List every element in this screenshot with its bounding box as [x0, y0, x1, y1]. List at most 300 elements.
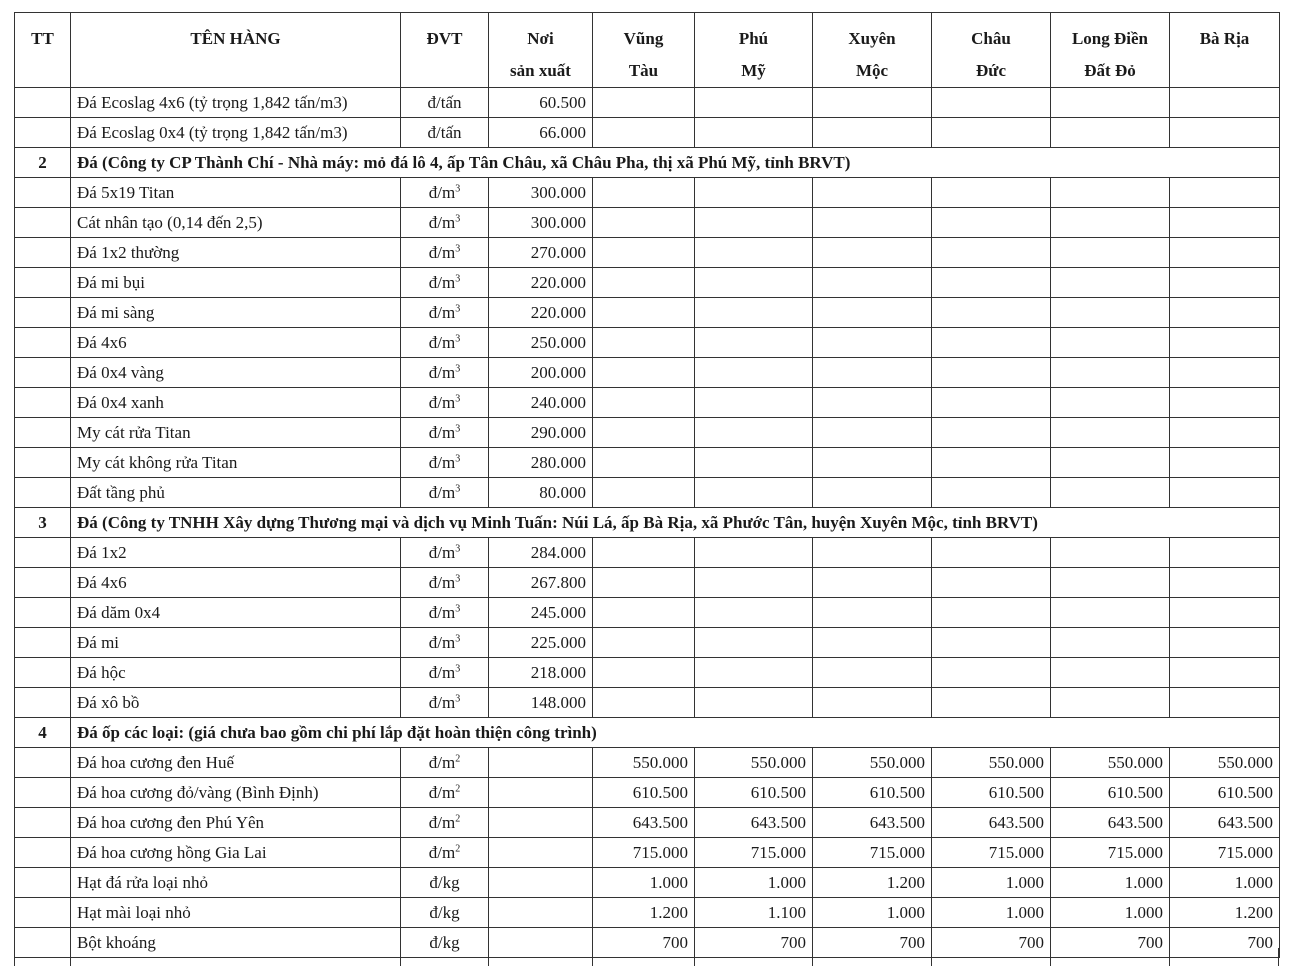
- unit-text: đ/m: [428, 182, 456, 202]
- continuation-line: [694, 948, 695, 966]
- region-price-cell: [813, 418, 932, 448]
- row-number-cell: [15, 748, 71, 778]
- row-number-cell: [15, 328, 71, 358]
- item-name-cell: Đá 1x2 thường: [71, 238, 401, 268]
- table-row: [15, 238, 1280, 268]
- unit-cell: [401, 598, 489, 628]
- region-price-cell: 550.000: [593, 748, 695, 778]
- table-row: [15, 118, 1280, 148]
- region-price-cell: [1170, 688, 1280, 718]
- region-price-cell: [1170, 88, 1280, 118]
- region-price-cell: [1170, 478, 1280, 508]
- row-number-cell: [15, 688, 71, 718]
- header-region-vung-tau: [593, 13, 695, 88]
- unit-text: đ/m: [428, 362, 456, 382]
- origin-price-cell: 267.800: [489, 568, 593, 598]
- region-price-cell: [1051, 88, 1170, 118]
- region-price-cell: [1051, 118, 1170, 148]
- unit-text: đ/m: [428, 692, 456, 712]
- header-region-xuyen-moc: [813, 13, 932, 88]
- unit-exponent: 3: [455, 362, 461, 374]
- item-name-cell: My cát không rửa Titan: [71, 448, 401, 478]
- region-price-cell: [932, 388, 1051, 418]
- region-price-cell: [1051, 418, 1170, 448]
- region-price-cell: [813, 568, 932, 598]
- unit-text: đ/m: [428, 482, 456, 502]
- table-row: [15, 868, 1280, 898]
- item-name-cell: Đá xô bồ: [71, 688, 401, 718]
- region-price-cell: 1.000: [1051, 898, 1170, 928]
- region-price-cell: 643.500: [1051, 808, 1170, 838]
- region-price-cell: [695, 388, 813, 418]
- origin-price-cell: [489, 898, 593, 928]
- region-price-cell: 610.500: [695, 778, 813, 808]
- region-price-cell: 715.000: [1051, 838, 1170, 868]
- unit-exponent: 2: [455, 752, 461, 764]
- continuation-line: [1278, 948, 1279, 966]
- unit-exponent: 3: [455, 572, 461, 584]
- item-name-cell: Đá 4x6: [71, 568, 401, 598]
- region-price-cell: [813, 448, 932, 478]
- region-price-cell: [695, 208, 813, 238]
- region-price-cell: 643.500: [593, 808, 695, 838]
- region-price-cell: [593, 268, 695, 298]
- region-price-cell: 715.000: [813, 838, 932, 868]
- unit-text: đ/m: [428, 812, 456, 832]
- row-number-cell: [15, 568, 71, 598]
- row-number-cell: [15, 778, 71, 808]
- region-price-cell: [1051, 538, 1170, 568]
- table-row: [15, 658, 1280, 688]
- unit-exponent: 3: [455, 272, 461, 284]
- header-name: TÊN HÀNG: [71, 13, 401, 88]
- item-name-cell: Bột khoáng: [71, 928, 401, 958]
- unit-exponent: 3: [455, 692, 461, 704]
- row-number-cell: [15, 598, 71, 628]
- region-price-cell: [1170, 568, 1280, 598]
- item-name-cell: Đá 4x6: [71, 328, 401, 358]
- row-number-cell: [15, 268, 71, 298]
- region-price-cell: [932, 478, 1051, 508]
- row-number-cell: [15, 868, 71, 898]
- unit-text: đ/m: [428, 782, 456, 802]
- region-price-cell: [1051, 598, 1170, 628]
- origin-price-cell: 80.000: [489, 478, 593, 508]
- table-group-row: [15, 148, 1280, 178]
- origin-price-cell: [489, 808, 593, 838]
- region-price-cell: 610.500: [932, 778, 1051, 808]
- item-name-cell: Cát nhân tạo (0,14 đến 2,5): [71, 208, 401, 238]
- region-price-cell: [1170, 448, 1280, 478]
- unit-cell: [401, 568, 489, 598]
- region-price-cell: [932, 238, 1051, 268]
- region-price-cell: [1051, 388, 1170, 418]
- item-name-cell: Đá hộc: [71, 658, 401, 688]
- table-row: [15, 538, 1280, 568]
- region-price-cell: 550.000: [1170, 748, 1280, 778]
- unit-cell: [401, 358, 489, 388]
- header-origin-line1: Nơi: [527, 29, 554, 48]
- unit-exponent: 3: [455, 212, 461, 224]
- region-price-cell: [1170, 328, 1280, 358]
- unit-text: đ/m: [428, 662, 456, 682]
- region-price-cell: [593, 178, 695, 208]
- unit-text: đ/kg: [429, 902, 460, 922]
- unit-cell: [401, 868, 489, 898]
- header-region-line1: Phú: [738, 29, 769, 48]
- unit-text: đ/m: [428, 572, 456, 592]
- unit-exponent: 3: [455, 422, 461, 434]
- origin-price-cell: 284.000: [489, 538, 593, 568]
- region-price-cell: 643.500: [932, 808, 1051, 838]
- unit-cell: [401, 328, 489, 358]
- region-price-cell: [813, 118, 932, 148]
- region-price-cell: 1.200: [813, 868, 932, 898]
- region-price-cell: 643.500: [813, 808, 932, 838]
- continuation-line: [70, 948, 71, 966]
- region-price-cell: 550.000: [695, 748, 813, 778]
- unit-cell: [401, 208, 489, 238]
- header-region-line2: Mỹ: [741, 61, 766, 80]
- origin-price-cell: 250.000: [489, 328, 593, 358]
- header-origin-line2: sản xuất: [510, 61, 571, 80]
- unit-cell: [401, 178, 489, 208]
- region-price-cell: [1170, 388, 1280, 418]
- region-price-cell: [695, 478, 813, 508]
- region-price-cell: [932, 598, 1051, 628]
- table-row: [15, 478, 1280, 508]
- unit-text: đ/tấn: [427, 92, 462, 112]
- group-number: 3: [15, 508, 71, 538]
- region-price-cell: [1170, 298, 1280, 328]
- region-price-cell: [695, 598, 813, 628]
- unit-text: đ/m: [428, 752, 456, 772]
- region-price-cell: [593, 658, 695, 688]
- region-price-cell: [813, 178, 932, 208]
- region-price-cell: [695, 418, 813, 448]
- unit-text: đ/m: [428, 212, 456, 232]
- region-price-cell: 715.000: [695, 838, 813, 868]
- group-title: Đá (Công ty CP Thành Chí - Nhà máy: mỏ đá lô 4, ấp Tân Châu, xã Châu Pha, thị xã Phú Mỹ, tỉnh BRVT): [71, 148, 1280, 178]
- region-price-cell: [695, 448, 813, 478]
- unit-cell: [401, 538, 489, 568]
- region-price-cell: [695, 628, 813, 658]
- header-origin: [489, 13, 593, 88]
- continuation-line: [400, 948, 401, 966]
- region-price-cell: 700: [1051, 928, 1170, 958]
- region-price-cell: 700: [813, 928, 932, 958]
- unit-text: đ/m: [428, 272, 456, 292]
- region-price-cell: [695, 118, 813, 148]
- row-number-cell: [15, 358, 71, 388]
- row-number-cell: [15, 178, 71, 208]
- continuation-line: [14, 948, 15, 966]
- item-name-cell: Đá 0x4 xanh: [71, 388, 401, 418]
- origin-price-cell: 300.000: [489, 178, 593, 208]
- region-price-cell: [593, 628, 695, 658]
- table-row: [15, 268, 1280, 298]
- origin-price-cell: 225.000: [489, 628, 593, 658]
- region-price-cell: [695, 178, 813, 208]
- region-price-cell: [695, 358, 813, 388]
- unit-cell: [401, 778, 489, 808]
- table-row: [15, 778, 1280, 808]
- row-number-cell: [15, 628, 71, 658]
- region-price-cell: [1051, 448, 1170, 478]
- region-price-cell: [813, 658, 932, 688]
- region-price-cell: [932, 688, 1051, 718]
- region-price-cell: 610.500: [1170, 778, 1280, 808]
- item-name-cell: Đá mi: [71, 628, 401, 658]
- region-price-cell: [695, 688, 813, 718]
- origin-price-cell: 240.000: [489, 388, 593, 418]
- unit-cell: [401, 838, 489, 868]
- unit-text: đ/m: [428, 542, 456, 562]
- unit-exponent: 3: [455, 482, 461, 494]
- item-name-cell: Đá Ecoslag 4x6 (tỷ trọng 1,842 tấn/m3): [71, 88, 401, 118]
- unit-cell: [401, 238, 489, 268]
- region-price-cell: [593, 328, 695, 358]
- item-name-cell: Đá mi sàng: [71, 298, 401, 328]
- item-name-cell: Đá 5x19 Titan: [71, 178, 401, 208]
- continuation-line: [1050, 948, 1051, 966]
- region-price-cell: [1170, 118, 1280, 148]
- header-region-ba-ria: [1170, 13, 1280, 88]
- row-number-cell: [15, 418, 71, 448]
- region-price-cell: [932, 208, 1051, 238]
- row-number-cell: [15, 658, 71, 688]
- region-price-cell: [932, 328, 1051, 358]
- region-price-cell: [932, 418, 1051, 448]
- unit-cell: [401, 478, 489, 508]
- region-price-cell: [593, 418, 695, 448]
- item-name-cell: Đá 1x2: [71, 538, 401, 568]
- header-region-long-dien-dat-do: [1051, 13, 1170, 88]
- unit-cell: [401, 298, 489, 328]
- item-name-cell: Đá dăm 0x4: [71, 598, 401, 628]
- header-unit: ĐVT: [401, 13, 489, 88]
- region-price-cell: 715.000: [1170, 838, 1280, 868]
- row-number-cell: [15, 808, 71, 838]
- region-price-cell: [813, 628, 932, 658]
- unit-text: đ/kg: [429, 932, 460, 952]
- unit-exponent: 3: [455, 302, 461, 314]
- table-body: [15, 88, 1280, 958]
- region-price-cell: [813, 688, 932, 718]
- region-price-cell: [1051, 298, 1170, 328]
- region-price-cell: [813, 598, 932, 628]
- region-price-cell: [1170, 418, 1280, 448]
- table-row: [15, 748, 1280, 778]
- region-price-cell: [932, 118, 1051, 148]
- table-row: [15, 898, 1280, 928]
- unit-cell: [401, 88, 489, 118]
- region-price-cell: [1170, 598, 1280, 628]
- unit-text: đ/m: [428, 632, 456, 652]
- unit-text: đ/kg: [429, 872, 460, 892]
- region-price-cell: 550.000: [932, 748, 1051, 778]
- header-region-line2: Mộc: [855, 61, 889, 80]
- header-region-line2: Đức: [975, 61, 1007, 80]
- price-table-sheet: [14, 12, 1279, 958]
- group-number: 2: [15, 148, 71, 178]
- origin-price-cell: 245.000: [489, 598, 593, 628]
- region-price-cell: 1.000: [1051, 868, 1170, 898]
- region-price-cell: [695, 568, 813, 598]
- unit-exponent: 3: [455, 242, 461, 254]
- unit-cell: [401, 388, 489, 418]
- unit-exponent: 3: [455, 332, 461, 344]
- table-row: [15, 328, 1280, 358]
- region-price-cell: [593, 598, 695, 628]
- region-price-cell: 610.500: [593, 778, 695, 808]
- origin-price-cell: 290.000: [489, 418, 593, 448]
- region-price-cell: [932, 298, 1051, 328]
- table-row: [15, 808, 1280, 838]
- origin-price-cell: [489, 868, 593, 898]
- origin-price-cell: 218.000: [489, 658, 593, 688]
- header-region-line2: Tàu: [628, 61, 659, 80]
- region-price-cell: 1.000: [695, 868, 813, 898]
- region-price-cell: [593, 118, 695, 148]
- row-number-cell: [15, 538, 71, 568]
- unit-exponent: 3: [455, 602, 461, 614]
- row-number-cell: [15, 388, 71, 418]
- region-price-cell: [695, 658, 813, 688]
- unit-cell: [401, 688, 489, 718]
- item-name-cell: Đá hoa cương hồng Gia Lai: [71, 838, 401, 868]
- origin-price-cell: [489, 778, 593, 808]
- region-price-cell: [813, 238, 932, 268]
- row-number-cell: [15, 448, 71, 478]
- unit-exponent: 3: [455, 632, 461, 644]
- region-price-cell: 1.000: [593, 868, 695, 898]
- unit-exponent: 3: [455, 392, 461, 404]
- item-name-cell: Đá Ecoslag 0x4 (tỷ trọng 1,842 tấn/m3): [71, 118, 401, 148]
- table-row: [15, 178, 1280, 208]
- continuation-line: [812, 948, 813, 966]
- region-price-cell: [813, 328, 932, 358]
- unit-text: đ/m: [428, 392, 456, 412]
- region-price-cell: [932, 88, 1051, 118]
- unit-cell: [401, 418, 489, 448]
- region-price-cell: 715.000: [932, 838, 1051, 868]
- origin-price-cell: 280.000: [489, 448, 593, 478]
- table-row: [15, 88, 1280, 118]
- origin-price-cell: 200.000: [489, 358, 593, 388]
- table-row: [15, 448, 1280, 478]
- header-region-chau-duc: [932, 13, 1051, 88]
- table-row: [15, 568, 1280, 598]
- group-number: 4: [15, 718, 71, 748]
- region-price-cell: [932, 178, 1051, 208]
- table-row: [15, 358, 1280, 388]
- continuation-line: [488, 948, 489, 966]
- region-price-cell: [1051, 208, 1170, 238]
- unit-text: đ/m: [428, 302, 456, 322]
- region-price-cell: 550.000: [813, 748, 932, 778]
- row-number-cell: [15, 478, 71, 508]
- region-price-cell: [695, 298, 813, 328]
- unit-cell: [401, 628, 489, 658]
- region-price-cell: [813, 478, 932, 508]
- table-row: [15, 208, 1280, 238]
- continuation-line: [1169, 948, 1170, 966]
- region-price-cell: 700: [695, 928, 813, 958]
- region-price-cell: [813, 88, 932, 118]
- table-row: [15, 388, 1280, 418]
- table-row: [15, 688, 1280, 718]
- unit-cell: [401, 268, 489, 298]
- region-price-cell: 1.200: [593, 898, 695, 928]
- header-tt: TT: [15, 13, 71, 88]
- item-name-cell: Đá hoa cương đen Phú Yên: [71, 808, 401, 838]
- unit-cell: [401, 658, 489, 688]
- table-row: [15, 598, 1280, 628]
- item-name-cell: Hạt đá rửa loại nhỏ: [71, 868, 401, 898]
- region-price-cell: [1051, 358, 1170, 388]
- region-price-cell: [1051, 238, 1170, 268]
- origin-price-cell: [489, 748, 593, 778]
- unit-cell: [401, 808, 489, 838]
- unit-cell: [401, 748, 489, 778]
- region-price-cell: [593, 568, 695, 598]
- region-price-cell: [932, 538, 1051, 568]
- row-number-cell: [15, 238, 71, 268]
- header-region-line2: Đất Đỏ: [1084, 61, 1136, 80]
- region-price-cell: [593, 478, 695, 508]
- region-price-cell: [695, 268, 813, 298]
- region-price-cell: [593, 358, 695, 388]
- region-price-cell: 700: [1170, 928, 1280, 958]
- unit-text: đ/tấn: [427, 122, 462, 142]
- region-price-cell: [813, 298, 932, 328]
- region-price-cell: [1170, 268, 1280, 298]
- region-price-cell: 1.000: [932, 898, 1051, 928]
- row-number-cell: [15, 898, 71, 928]
- region-price-cell: [1170, 628, 1280, 658]
- unit-exponent: 3: [455, 662, 461, 674]
- region-price-cell: [593, 88, 695, 118]
- region-price-cell: [932, 628, 1051, 658]
- region-price-cell: 1.100: [695, 898, 813, 928]
- region-price-cell: [932, 658, 1051, 688]
- region-price-cell: [1170, 208, 1280, 238]
- region-price-cell: 610.500: [1051, 778, 1170, 808]
- header-region-line1: Vũng: [623, 29, 664, 48]
- unit-exponent: 2: [455, 842, 461, 854]
- unit-text: đ/m: [428, 452, 456, 472]
- region-price-cell: [1051, 478, 1170, 508]
- origin-price-cell: 220.000: [489, 298, 593, 328]
- region-price-cell: [593, 298, 695, 328]
- table-row: [15, 628, 1280, 658]
- region-price-cell: 550.000: [1051, 748, 1170, 778]
- region-price-cell: [932, 568, 1051, 598]
- unit-exponent: 3: [455, 542, 461, 554]
- region-price-cell: [1170, 658, 1280, 688]
- region-price-cell: 1.000: [1170, 868, 1280, 898]
- row-number-cell: [15, 88, 71, 118]
- item-name-cell: Hạt mài loại nhỏ: [71, 898, 401, 928]
- region-price-cell: [695, 88, 813, 118]
- unit-text: đ/m: [428, 332, 456, 352]
- row-number-cell: [15, 838, 71, 868]
- item-name-cell: Đá 0x4 vàng: [71, 358, 401, 388]
- region-price-cell: 1.200: [1170, 898, 1280, 928]
- region-price-cell: [593, 538, 695, 568]
- unit-text: đ/m: [428, 242, 456, 262]
